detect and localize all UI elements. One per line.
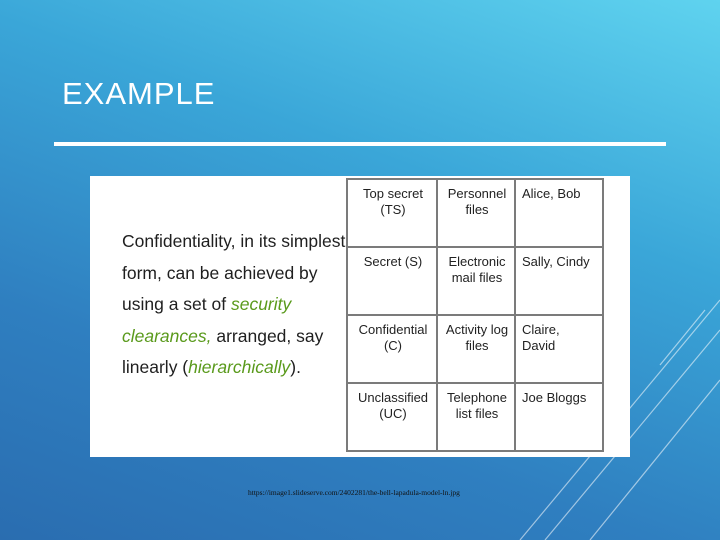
users-cell — [515, 383, 603, 451]
emphasis-text: clearances, — [122, 325, 212, 346]
table-row — [347, 247, 603, 315]
figure-image — [90, 176, 630, 457]
cell-line: (C) — [383, 338, 403, 353]
table-row — [347, 315, 603, 383]
cell-line: (UC) — [379, 406, 407, 421]
users-cell — [515, 247, 603, 315]
clearance-cell — [347, 247, 437, 315]
cell-line: David — [522, 338, 556, 353]
files-cell — [437, 315, 515, 383]
clearance-cell — [347, 179, 437, 247]
description-line: using a set of security — [122, 294, 292, 314]
cell-line: Telephone — [447, 390, 507, 405]
emphasis-text: security — [230, 294, 292, 314]
title-divider — [54, 142, 666, 146]
security-levels-table — [346, 178, 604, 452]
description-line: Confidentiality, in its simplest — [122, 231, 346, 251]
table-row — [347, 383, 603, 451]
description-line: linearly (hierarchically). — [122, 357, 301, 377]
users-cell — [515, 315, 603, 383]
cell-line: Unclassified — [357, 390, 429, 405]
emphasis-text: hierarchically — [188, 357, 291, 377]
cell-line: Sally, Cindy — [522, 254, 590, 269]
cell-line: files — [465, 202, 489, 217]
cell-line: Confidential — [358, 322, 428, 337]
table-row — [347, 179, 603, 247]
users-cell — [515, 179, 603, 247]
files-cell — [437, 247, 515, 315]
cell-line: Joe Bloggs — [522, 390, 587, 405]
cell-line: Secret (S) — [363, 254, 423, 269]
description-line: clearances, arranged, say — [122, 325, 324, 346]
files-cell — [437, 179, 515, 247]
cell-line: Personnel — [447, 186, 507, 201]
figure-description — [122, 226, 352, 384]
cell-line: mail files — [451, 270, 503, 285]
description-line: form, can be achieved by — [122, 262, 318, 283]
cell-line: Claire, — [522, 322, 560, 337]
cell-line: Activity log — [445, 322, 509, 337]
cell-line: Alice, Bob — [522, 186, 581, 201]
cell-line: (TS) — [380, 202, 406, 217]
cell-line: Top secret — [363, 186, 423, 201]
cell-line: list files — [455, 406, 499, 421]
slide-title: EXAMPLE — [62, 76, 216, 111]
files-cell — [437, 383, 515, 451]
cell-line: Electronic — [448, 254, 506, 269]
image-source-caption: https://image1.slideserve.com/2402281/the-bell-lapadula-model-ln.jpg — [248, 488, 460, 497]
clearance-cell — [347, 315, 437, 383]
cell-line: files — [465, 338, 489, 353]
clearance-cell — [347, 383, 437, 451]
